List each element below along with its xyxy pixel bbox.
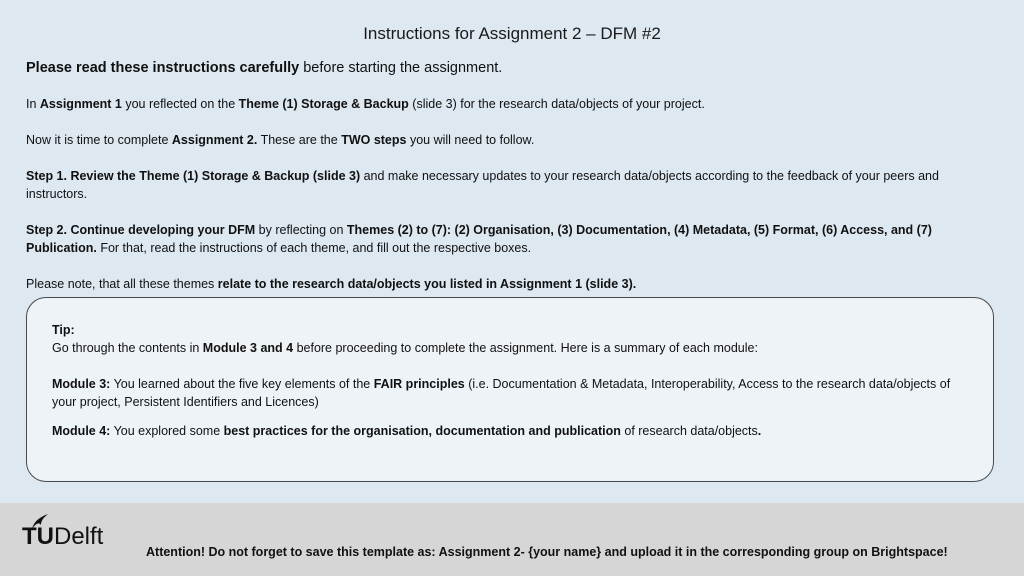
note-paragraph (26, 275, 996, 293)
m4-best-practices: best practices for the organisation, documentation and publication (223, 424, 621, 438)
tip-line-a: Go through the contents in (52, 341, 203, 355)
tip-line-b: Module 3 and 4 (202, 341, 294, 355)
step1-paragraph (26, 167, 996, 203)
tip-intro-line (52, 339, 967, 357)
p2-c: These are the (257, 133, 342, 147)
p2-b: Assignment 2. (171, 133, 258, 147)
assignment1-paragraph (26, 95, 996, 113)
step2-bold: Step 2. Continue developing your DFM (26, 223, 256, 237)
step1-bold: Step 1. Review the Theme (1) Storage & Backup (slide 3) (26, 169, 361, 183)
step2-themes: Themes (2) to (7): (2) Organisation, (3) Documentation, (4) Metadata, (5) Format, (6) Access, and (7) Publication. (26, 223, 932, 255)
logo-tu: TU (22, 523, 54, 550)
note-a: Please note, that all these themes (26, 277, 218, 291)
p1-c: you reflected on the (121, 97, 239, 111)
p2-a: Now it is time to complete (26, 133, 172, 147)
module4-summary (52, 422, 967, 440)
step2-c: by reflecting on (255, 223, 347, 237)
intro-rest: before starting the assignment. (299, 60, 503, 76)
m4-period: . (757, 424, 762, 438)
tip-line-c: before proceeding to complete the assignment. Here is a summary of each module: (293, 341, 758, 355)
note-bold: relate to the research data/objects you listed in Assignment 1 (slide 3). (217, 277, 637, 291)
m3-c: You learned about the five key elements of the (110, 377, 374, 391)
m4-c: You explored some (110, 424, 224, 438)
p1-b: Assignment 1 (39, 97, 122, 111)
p2-d: TWO steps (341, 133, 407, 147)
p1-e: (slide 3) for the research data/objects of your project. (408, 97, 705, 111)
m4-label: Module 4: (52, 424, 111, 438)
p2-e: you will need to follow. (406, 133, 535, 147)
attention-text: Attention! Do not forget to save this template as: Assignment 2- {your name} and upload it in the corresponding group on Brightspace! (146, 545, 948, 559)
assignment2-paragraph (26, 131, 996, 149)
p1-d: Theme (1) Storage & Backup (238, 97, 409, 111)
tip-label-line (52, 321, 967, 339)
step2-rest: For that, read the instructions of each theme, and fill out the respective boxes. (96, 241, 532, 255)
p1-a: In (26, 97, 40, 111)
module3-summary (52, 375, 967, 411)
footer-bar (0, 503, 1024, 576)
flame-icon (28, 511, 52, 531)
m3-rest: (i.e. Documentation & Metadata, Interoperability, Access to the research data/objects of your project, Persistent Identifiers and Licences) (52, 377, 951, 409)
slide-title: Instructions for Assignment 2 – DFM #2 (363, 24, 661, 43)
tudelft-logo (22, 517, 103, 557)
m3-label: Module 3: (52, 377, 111, 391)
intro-text (26, 59, 996, 77)
m3-fair: FAIR principles (373, 377, 465, 391)
tip-label: Tip: (52, 323, 75, 337)
step2-paragraph (26, 221, 996, 257)
intro-bold: Please read these instructions carefully (26, 60, 300, 76)
step1-rest: and make necessary updates to your research data/objects according to the feedback of your peers and instructors. (26, 169, 939, 201)
logo-delft: Delft (54, 523, 104, 550)
m4-e: of research data/objects (620, 424, 758, 438)
tip-box (26, 297, 994, 482)
